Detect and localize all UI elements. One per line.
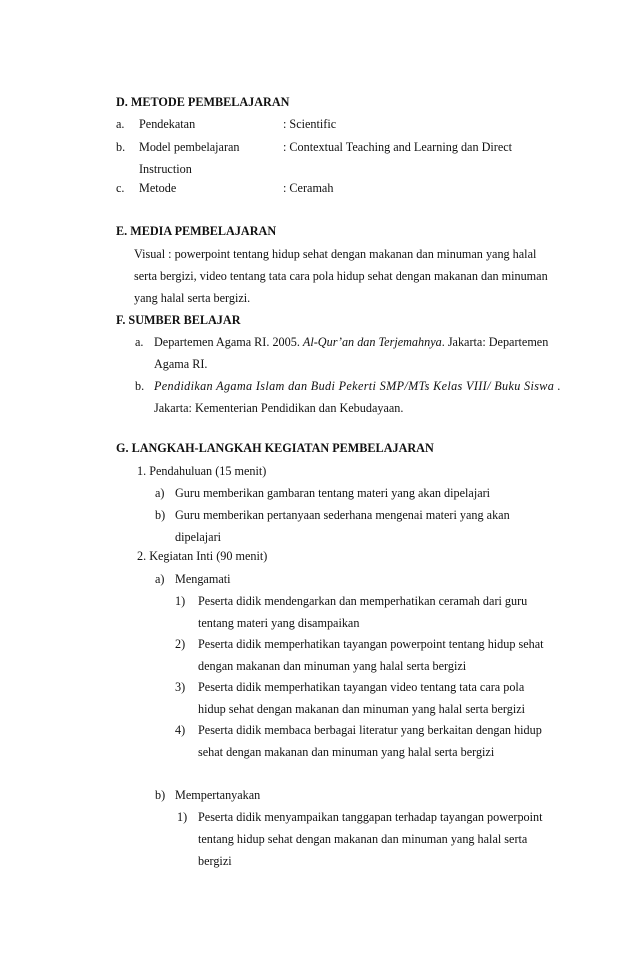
mempertanyakan-label: Mempertanyakan — [175, 788, 261, 802]
pendahuluan-item-b-line-1: Guru memberikan pertanyaan sederhana mengenai materi yang akan — [175, 508, 510, 522]
section-e-line-1: Visual : powerpoint tentang hidup sehat dengan makanan dan minuman yang halal — [134, 247, 537, 261]
mengamati-label: Mengamati — [175, 572, 231, 586]
mempertanyakan-item-1-line-3: bergizi — [198, 854, 232, 868]
mengamati-marker-3: 3) — [175, 680, 186, 694]
section-f-item-a-text2: . Jakarta: Departemen — [441, 335, 549, 349]
section-f-item-a-text1: Departemen Agama RI. 2005. — [154, 335, 303, 349]
section-d-marker-b: b. — [116, 140, 126, 154]
section-d-value-b: : Contextual Teaching and Learning dan Direct — [283, 140, 513, 154]
mengamati-item-3-line-1: Peserta didik memperhatikan tayangan video tentang tata cara pola — [198, 680, 525, 694]
pendahuluan-heading: 1. Pendahuluan (15 menit) — [137, 464, 267, 478]
mengamati-item-4-line-1: Peserta didik membaca berbagai literatur yang berkaitan dengan hidup — [198, 723, 542, 737]
section-f-item-b — [154, 378, 560, 394]
mempertanyakan-item-1-line-2: tentang hidup sehat dengan makanan dan minuman yang halal serta — [198, 832, 528, 846]
pendahuluan-item-b-line-2: dipelajari — [175, 530, 222, 544]
mengamati-marker-1: 1) — [175, 594, 186, 608]
section-e-line-2: serta bergizi, video tentang tata cara pola hidup sehat dengan makanan dan minuman — [134, 269, 548, 283]
mempertanyakan-marker: b) — [155, 788, 166, 802]
mengamati-item-2-line-1: Peserta didik memperhatikan tayangan powerpoint tentang hidup sehat — [198, 637, 544, 651]
section-f-title: F. SUMBER BELAJAR — [116, 313, 241, 327]
section-d-value-c: : Ceramah — [283, 181, 334, 195]
section-f-item-b-title: Pendidikan Agama Islam dan Budi Pekerti SMP/MTs Kelas VIII/ Buku Siswa — [154, 379, 555, 393]
section-f-item-a-title: Al-Qur’an dan Terjemahnya — [302, 335, 442, 349]
section-e-title: E. MEDIA PEMBELAJARAN — [116, 224, 277, 238]
inti-heading: 2. Kegiatan Inti (90 menit) — [137, 549, 268, 563]
section-f-item-a-cont: Agama RI. — [154, 357, 208, 371]
mengamati-item-4-line-2: sehat dengan makanan dan minuman yang halal serta bergizi — [198, 745, 495, 759]
mempertanyakan-marker-1: 1) — [177, 810, 188, 824]
pendahuluan-item-a: Guru memberikan gambaran tentang materi yang akan dipelajari — [175, 486, 491, 500]
mengamati-item-2-line-2: dengan makanan dan minuman yang halal serta bergizi — [198, 659, 467, 673]
section-d-title: D. METODE PEMBELAJARAN — [116, 95, 290, 109]
section-f-marker-a: a. — [135, 335, 144, 349]
section-f-item-b-text2: . — [554, 379, 561, 393]
mengamati-item-3-line-2: hidup sehat dengan makanan dan minuman yang halal serta bergizi — [198, 702, 526, 716]
pendahuluan-marker-a: a) — [155, 486, 165, 500]
section-d-label-c: Metode — [139, 181, 177, 195]
section-g-title: G. LANGKAH-LANGKAH KEGIATAN PEMBELAJARAN — [116, 441, 434, 455]
section-f-marker-b: b. — [135, 379, 145, 393]
section-d-marker-c: c. — [116, 181, 125, 195]
mengamati-marker: a) — [155, 572, 165, 586]
mengamati-marker-4: 4) — [175, 723, 186, 737]
section-e-line-3: yang halal serta bergizi. — [134, 291, 251, 305]
section-d-label-a: Pendekatan — [139, 117, 196, 131]
section-f-item-b-cont: Jakarta: Kementerian Pendidikan dan Kebudayaan. — [154, 401, 404, 415]
section-d-label-b: Model pembelajaran — [139, 140, 240, 154]
mengamati-item-1-line-2: tentang materi yang disampaikan — [198, 616, 360, 630]
section-d-marker-a: a. — [116, 117, 125, 131]
section-d-value-a: : Scientific — [283, 117, 337, 131]
section-d-value-b-cont: Instruction — [139, 162, 192, 176]
mengamati-marker-2: 2) — [175, 637, 186, 651]
mengamati-item-1-line-1: Peserta didik mendengarkan dan memperhatikan ceramah dari guru — [198, 594, 528, 608]
mempertanyakan-item-1-line-1: Peserta didik menyampaikan tanggapan terhadap tayangan powerpoint — [198, 810, 543, 824]
section-f-item-a — [154, 334, 548, 350]
pendahuluan-marker-b: b) — [155, 508, 166, 522]
